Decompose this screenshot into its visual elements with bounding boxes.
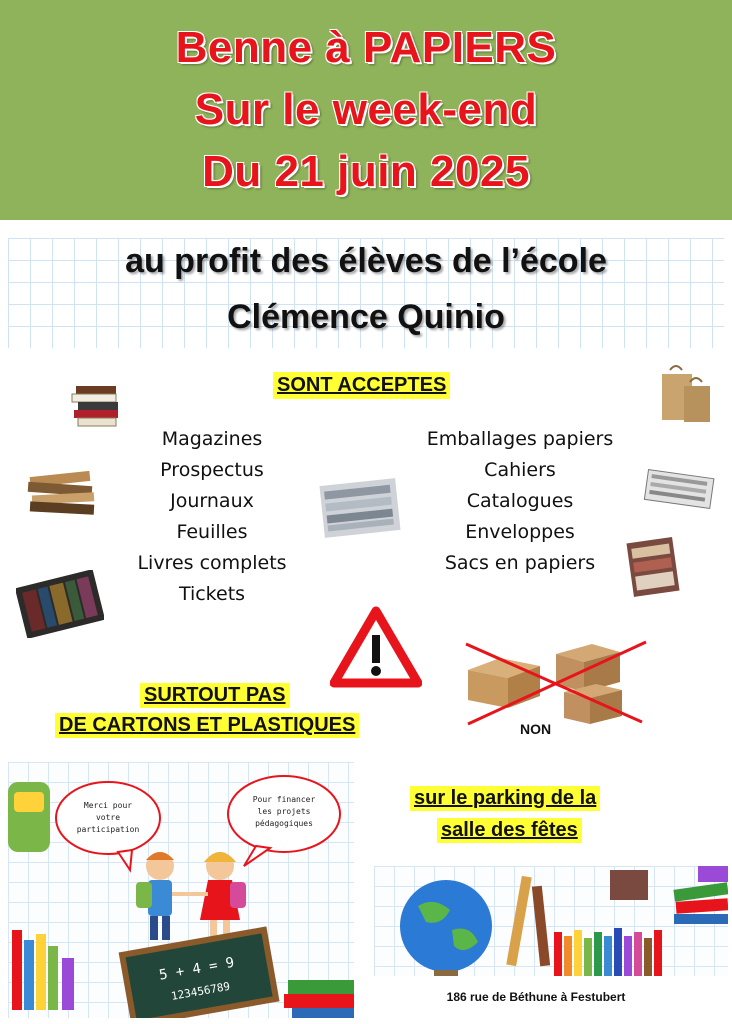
list-item: Emballages papiers [426, 428, 614, 450]
school-supplies-illustration [374, 866, 728, 976]
accepted-list-right [412, 424, 628, 579]
bubble-left-line-1: Merci pour [83, 801, 133, 810]
bubble-left-line-3: participation [76, 825, 140, 834]
accepted-list-left [112, 424, 312, 610]
warning-icon [330, 605, 422, 689]
magazines-icon [624, 534, 682, 600]
non-label: NON [520, 721, 552, 737]
paper-pile-icon [24, 466, 100, 522]
list-item: Magazines [161, 428, 263, 450]
location-line-1: sur le parking de la [410, 786, 600, 811]
bubble-right-line-3: pédagogiques [255, 819, 313, 828]
list-item: Enveloppes [465, 521, 575, 543]
books-photo-icon [16, 570, 104, 638]
subtitle-line-2: Clémence Quinio [227, 298, 505, 336]
list-item: Prospectus [160, 459, 264, 481]
chalkboard [119, 926, 280, 1018]
location-line-2: salle des fêtes [437, 818, 582, 843]
list-item: Cahiers [484, 459, 556, 481]
papers-stack-icon [640, 464, 718, 516]
list-item: Sacs en papiers [444, 552, 596, 574]
list-item: Catalogues [466, 490, 574, 512]
bubble-right-line-1: Pour financer [252, 795, 316, 804]
bubble-left-line-2: votre [95, 813, 121, 822]
paper-bags-icon [644, 360, 714, 430]
newspapers-icon [318, 476, 402, 540]
list-item: Livres complets [137, 552, 287, 574]
header-banner [0, 0, 732, 220]
cardboard-boxes-crossed-icon [460, 636, 650, 726]
address: 186 rue de Béthune à Festubert [446, 990, 626, 1004]
list-item: Tickets [178, 583, 246, 605]
bubble-right-line-2: les projets [257, 807, 311, 816]
board-line-1: 5 + 4 = 9 [157, 954, 236, 984]
subtitle-line-1: au profit des élèves de l’école [125, 242, 607, 280]
warning-line-1: SURTOUT PAS [140, 683, 290, 708]
list-item: Journaux [170, 490, 254, 512]
list-item: Feuilles [176, 521, 248, 543]
book-stack-icon [64, 378, 126, 434]
warning-line-2: DE CARTONS ET PLASTIQUES [55, 713, 359, 738]
title-line-3: Du 21 juin 2025 [202, 147, 530, 196]
title-line-1: Benne à PAPIERS [175, 23, 557, 72]
globe-icon [400, 880, 492, 972]
board-line-2: 123456789 [170, 979, 232, 1003]
title-line-2: Sur le week-end [194, 85, 538, 134]
accepted-heading: SONT ACCEPTES [273, 372, 450, 399]
kids-illustration [8, 762, 354, 1018]
